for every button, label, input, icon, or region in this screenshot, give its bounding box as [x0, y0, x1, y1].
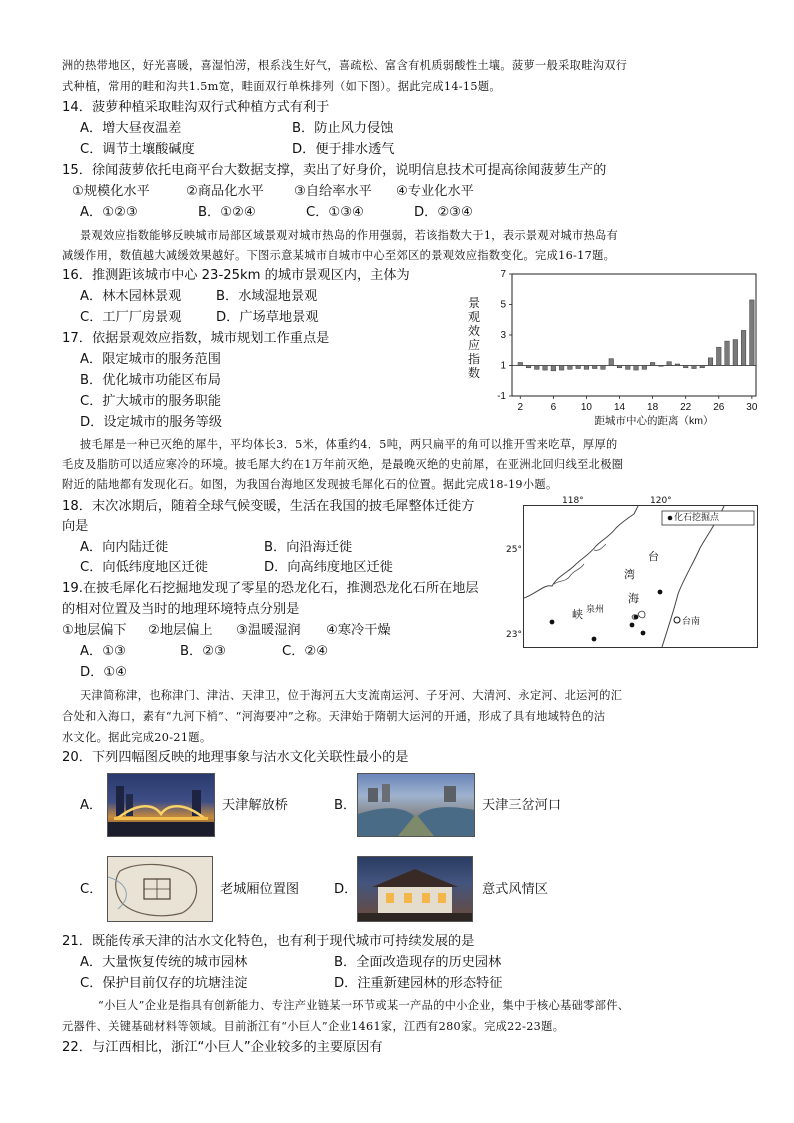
map-lon-120: 120°: [650, 496, 672, 506]
chart-bar: [592, 366, 597, 369]
map-label-tainan: 台南: [682, 617, 701, 627]
chart-bar: [576, 366, 581, 369]
q16-option-a: A．林木园林景观: [80, 289, 182, 304]
intro-22-23-line2: 元器件、关键基础材料等领域。目前浙江有“小巨人”企业1461家，江西有280家。完成22-23题。: [62, 1020, 565, 1033]
q14-stem: 14．菠萝种植采取畦沟双行式种植方式有利于: [62, 100, 330, 115]
q16-option-d: D．广场草地景观: [216, 310, 319, 325]
x-tick-label: 18: [647, 402, 659, 413]
fossil-site-marker: [592, 637, 597, 642]
italian-style-district-photo: [357, 856, 473, 922]
x-tick-label: 10: [580, 402, 593, 413]
chart-bar: [642, 366, 647, 370]
tainan-city-marker: [674, 617, 680, 623]
q22-stem: 22．与江西相比，浙江“小巨人”企业较多的主要原因有: [62, 1040, 383, 1055]
q15-item-1: ①规模化水平: [72, 184, 150, 199]
q20-option-a-letter: A．: [80, 798, 103, 813]
chart-bar: [692, 366, 697, 369]
intro-16-17-line2: 减缓作用，数值越大减缓效果越好。下图示意某城市自城市中心至郊区的景观效应指数变化。完成16-17题。: [62, 249, 616, 262]
chart-bar: [568, 366, 573, 370]
chart-bar: [700, 366, 705, 368]
y-tick-label: 3: [500, 330, 506, 341]
q19-option-d: D．①④: [80, 665, 127, 680]
q15-item-4: ④专业化水平: [396, 184, 474, 199]
intro-14-15-line2: 式种植，常用的畦和沟共1.5m宽，畦面双行单株排列（如下图）。据此完成14-15题。: [62, 80, 501, 93]
intro-20-21-line2: 合处和入海口，素有“九河下梢”、“河海要冲”之称。天津始于隋朝大运河的开通，形成了具有地域特色的沽: [62, 710, 606, 723]
chart-bar: [559, 366, 564, 371]
q17-stem: 17．依据景观效应指数，城市规划工作重点是: [62, 331, 330, 346]
q17-option-d: D．设定城市的服务等级: [80, 415, 223, 430]
q14-option-a: A．增大昼夜温差: [80, 121, 182, 136]
q19-item-4: ④寒冷干燥: [326, 623, 391, 638]
intro-14-15-line1: 洲的热带地区，好光喜暖，喜湿怕涝，根系浅生好气，喜疏松、富含有机质弱酸性土壤。菠萝一般采取畦沟双行: [62, 59, 628, 72]
chart-plot-frame: [512, 274, 756, 396]
q14-option-d: D．便于排水透气: [292, 142, 395, 157]
map-lat-23: 23°: [506, 630, 522, 640]
q20-option-a-caption: 天津解放桥: [222, 798, 288, 813]
x-tick-label: 14: [613, 402, 626, 413]
map-label-wan: 湾: [624, 568, 635, 581]
q21-option-b: B．全面改造现存的历史园林: [334, 955, 502, 970]
chart-bar: [708, 358, 713, 366]
chart-bar: [543, 366, 548, 371]
map-lon-118: 118°: [562, 496, 584, 506]
fossil-site-map: [523, 505, 758, 648]
chart-bar: [659, 366, 664, 367]
intro-22-23-line1: “小巨人”企业是指具有创新能力、专注产业链某一环节或某一产品的中小企业，集中于核心基础零部件、: [98, 999, 630, 1012]
chart-bar: [741, 330, 746, 365]
q18-option-b: B．向沿海迁徙: [264, 540, 353, 555]
q19-option-c: C．②④: [282, 644, 329, 659]
x-tick-label: 26: [713, 402, 725, 413]
map-label-hai: 海: [628, 592, 639, 605]
chart-bar: [526, 366, 531, 368]
fossil-site-marker: [641, 631, 646, 636]
q18-option-c: C．向低纬度地区迁徙: [80, 560, 208, 575]
q21-option-d: D．注重新建园林的形态特征: [334, 976, 503, 991]
q15-option-a: A．①②③: [80, 205, 138, 220]
fossil-site-marker: [634, 615, 639, 620]
q18-option-d: D．向高纬度地区迁徙: [264, 560, 393, 575]
q14-option-c: C．调节土壤酸碱度: [80, 142, 195, 157]
q18-stem-line2: 向是: [62, 519, 89, 534]
chart-bar: [535, 366, 540, 370]
chart-bar: [626, 366, 631, 370]
map-lat-25: 25°: [506, 545, 522, 555]
sancha-river-mouth-photo: [357, 773, 475, 837]
chart-bar: [683, 366, 688, 368]
q20-option-d-caption: 意式风情区: [482, 882, 548, 897]
intro-16-17-line1: 景观效应指数能够反映城市局部区域景观对城市热岛的作用强弱，若该指数大于1，表示景观对城市热岛有: [80, 229, 619, 242]
map-label-tai: 台: [648, 550, 659, 563]
chart-bar: [725, 341, 730, 365]
q19-item-1: ①地层偏下: [62, 623, 127, 638]
mainland-coastline-detail: [554, 544, 606, 584]
x-tick-label: 30: [746, 402, 758, 413]
q18-option-a: A．向内陆迁徙: [80, 540, 169, 555]
q15-item-2: ②商品化水平: [186, 184, 264, 199]
chart-bar: [518, 362, 523, 365]
chart-x-axis-label: 距城市中心的距离（km）: [594, 415, 714, 426]
fossil-site-marker: [630, 623, 635, 628]
x-tick-label: 6: [550, 402, 557, 413]
q18-stem-line1: 18．末次冰期后，随着全球气候变暖，生活在我国的披毛犀整体迁徙方: [62, 499, 475, 514]
q20-option-c-caption: 老城厢位置图: [220, 882, 300, 897]
q19-stem-line1: 19.在披毛犀化石挖掘地发现了零星的恐龙化石，推测恐龙化石所在地层: [62, 581, 479, 596]
x-tick-label: 22: [680, 402, 692, 413]
q20-stem: 20．下列四幅图反映的地理事象与沽水文化关联性最小的是: [62, 750, 409, 765]
q16-option-b: B．水域湿地景观: [216, 289, 318, 304]
y-tick-label: 1: [500, 360, 506, 372]
chart-bar: [750, 300, 755, 366]
q19-item-2: ②地层偏上: [148, 623, 213, 638]
landscape-effect-index-chart: [458, 266, 764, 426]
chart-bar: [717, 347, 722, 365]
legend-marker: [668, 516, 673, 521]
q19-option-a: A．①③: [80, 644, 126, 659]
q19-item-3: ③温暖湿润: [236, 623, 301, 638]
chart-bar: [733, 340, 738, 366]
q21-option-c: C．保护目前仅存的坑塘洼淀: [80, 976, 248, 991]
q20-option-c-letter: C．: [80, 882, 103, 897]
q15-option-d: D．②③④: [414, 205, 473, 220]
y-tick-label: 7: [500, 269, 506, 280]
jiefang-bridge-photo: [107, 773, 215, 837]
chart-bar: [634, 366, 639, 371]
chart-bar: [617, 366, 622, 368]
q17-option-a: A．限定城市的服务范围: [80, 352, 221, 367]
intro-20-21-line3: 水文化。据此完成20-21题。: [62, 731, 212, 744]
q16-stem: 16．推测距该城市中心 23-25km 的城市景观区内，主体为: [62, 268, 410, 283]
y-tick-label: -1: [497, 391, 506, 402]
chart-bar: [609, 359, 614, 366]
q19-option-b: B．②③: [180, 644, 226, 659]
chart-y-axis-label: 景观效应指数: [467, 296, 480, 380]
q16-option-c: C．工厂厂房景观: [80, 310, 182, 325]
y-tick-label: 5: [500, 299, 506, 311]
q15-option-c: C．①③④: [306, 205, 364, 220]
q15-stem: 15．徐闻菠萝依托电商平台大数据支撑，卖出了好身价，说明信息技术可提高徐闻菠萝生产的: [62, 163, 607, 178]
q21-option-a: A．大量恢复传统的城市园林: [80, 955, 248, 970]
fossil-site-marker: [550, 620, 555, 625]
mainland-coastline: [524, 506, 638, 598]
chart-bar: [675, 364, 680, 366]
q20-option-d-letter: D．: [334, 882, 358, 897]
intro-18-19-line2: 毛皮及脂肪可以适应寒冷的环境。披毛犀大约在1万年前灭绝，是最晚灭绝的史前犀，在亚洲北回归线至北极圈: [62, 458, 624, 471]
chart-bar: [584, 366, 589, 370]
q17-option-c: C．扩大城市的服务职能: [80, 394, 222, 409]
intro-18-19-line1: 披毛犀是一种已灭绝的犀牛，平均体长3．5米，体重约4．5吨，两只扁平的角可以推开雪来吃草，厚厚的: [80, 438, 618, 451]
q19-stem-line2: 的相对位置及当时的地理环境特点分别是: [62, 602, 300, 617]
q21-stem: 21．既能传承天津的沽水文化特色，也有利于现代城市可持续发展的是: [62, 934, 475, 949]
intro-18-19-line3: 附近的陆地都有发现化石。如图，为我国台海地区发现披毛犀化石的位置。据此完成18-19小题。: [62, 478, 558, 491]
fossil-site-marker: [658, 590, 663, 595]
chart-bar: [667, 362, 672, 366]
chart-bar: [650, 362, 655, 365]
q15-option-b: B．①②④: [198, 205, 256, 220]
x-tick-label: 2: [517, 402, 524, 413]
intro-20-21-line1: 天津简称津，也称津门、津沽、天津卫，位于海河五大支流南运河、子牙河、大清河、永定河、北运河的汇: [80, 689, 623, 702]
old-city-location-map: [107, 856, 213, 922]
q20-option-b-letter: B．: [334, 798, 357, 813]
map-legend-label: 化石挖掘点: [674, 513, 720, 523]
q17-option-b: B．优化城市功能区布局: [80, 373, 221, 388]
map-label-xia: 峡: [572, 608, 583, 621]
q20-option-b-caption: 天津三岔河口: [482, 798, 562, 813]
chart-bar: [551, 366, 556, 371]
q14-option-b: B．防止风力侵蚀: [292, 121, 394, 136]
map-label-quanzhou: 泉州: [586, 605, 605, 615]
chart-bar: [601, 366, 606, 370]
q15-item-3: ③自给率水平: [294, 184, 372, 199]
